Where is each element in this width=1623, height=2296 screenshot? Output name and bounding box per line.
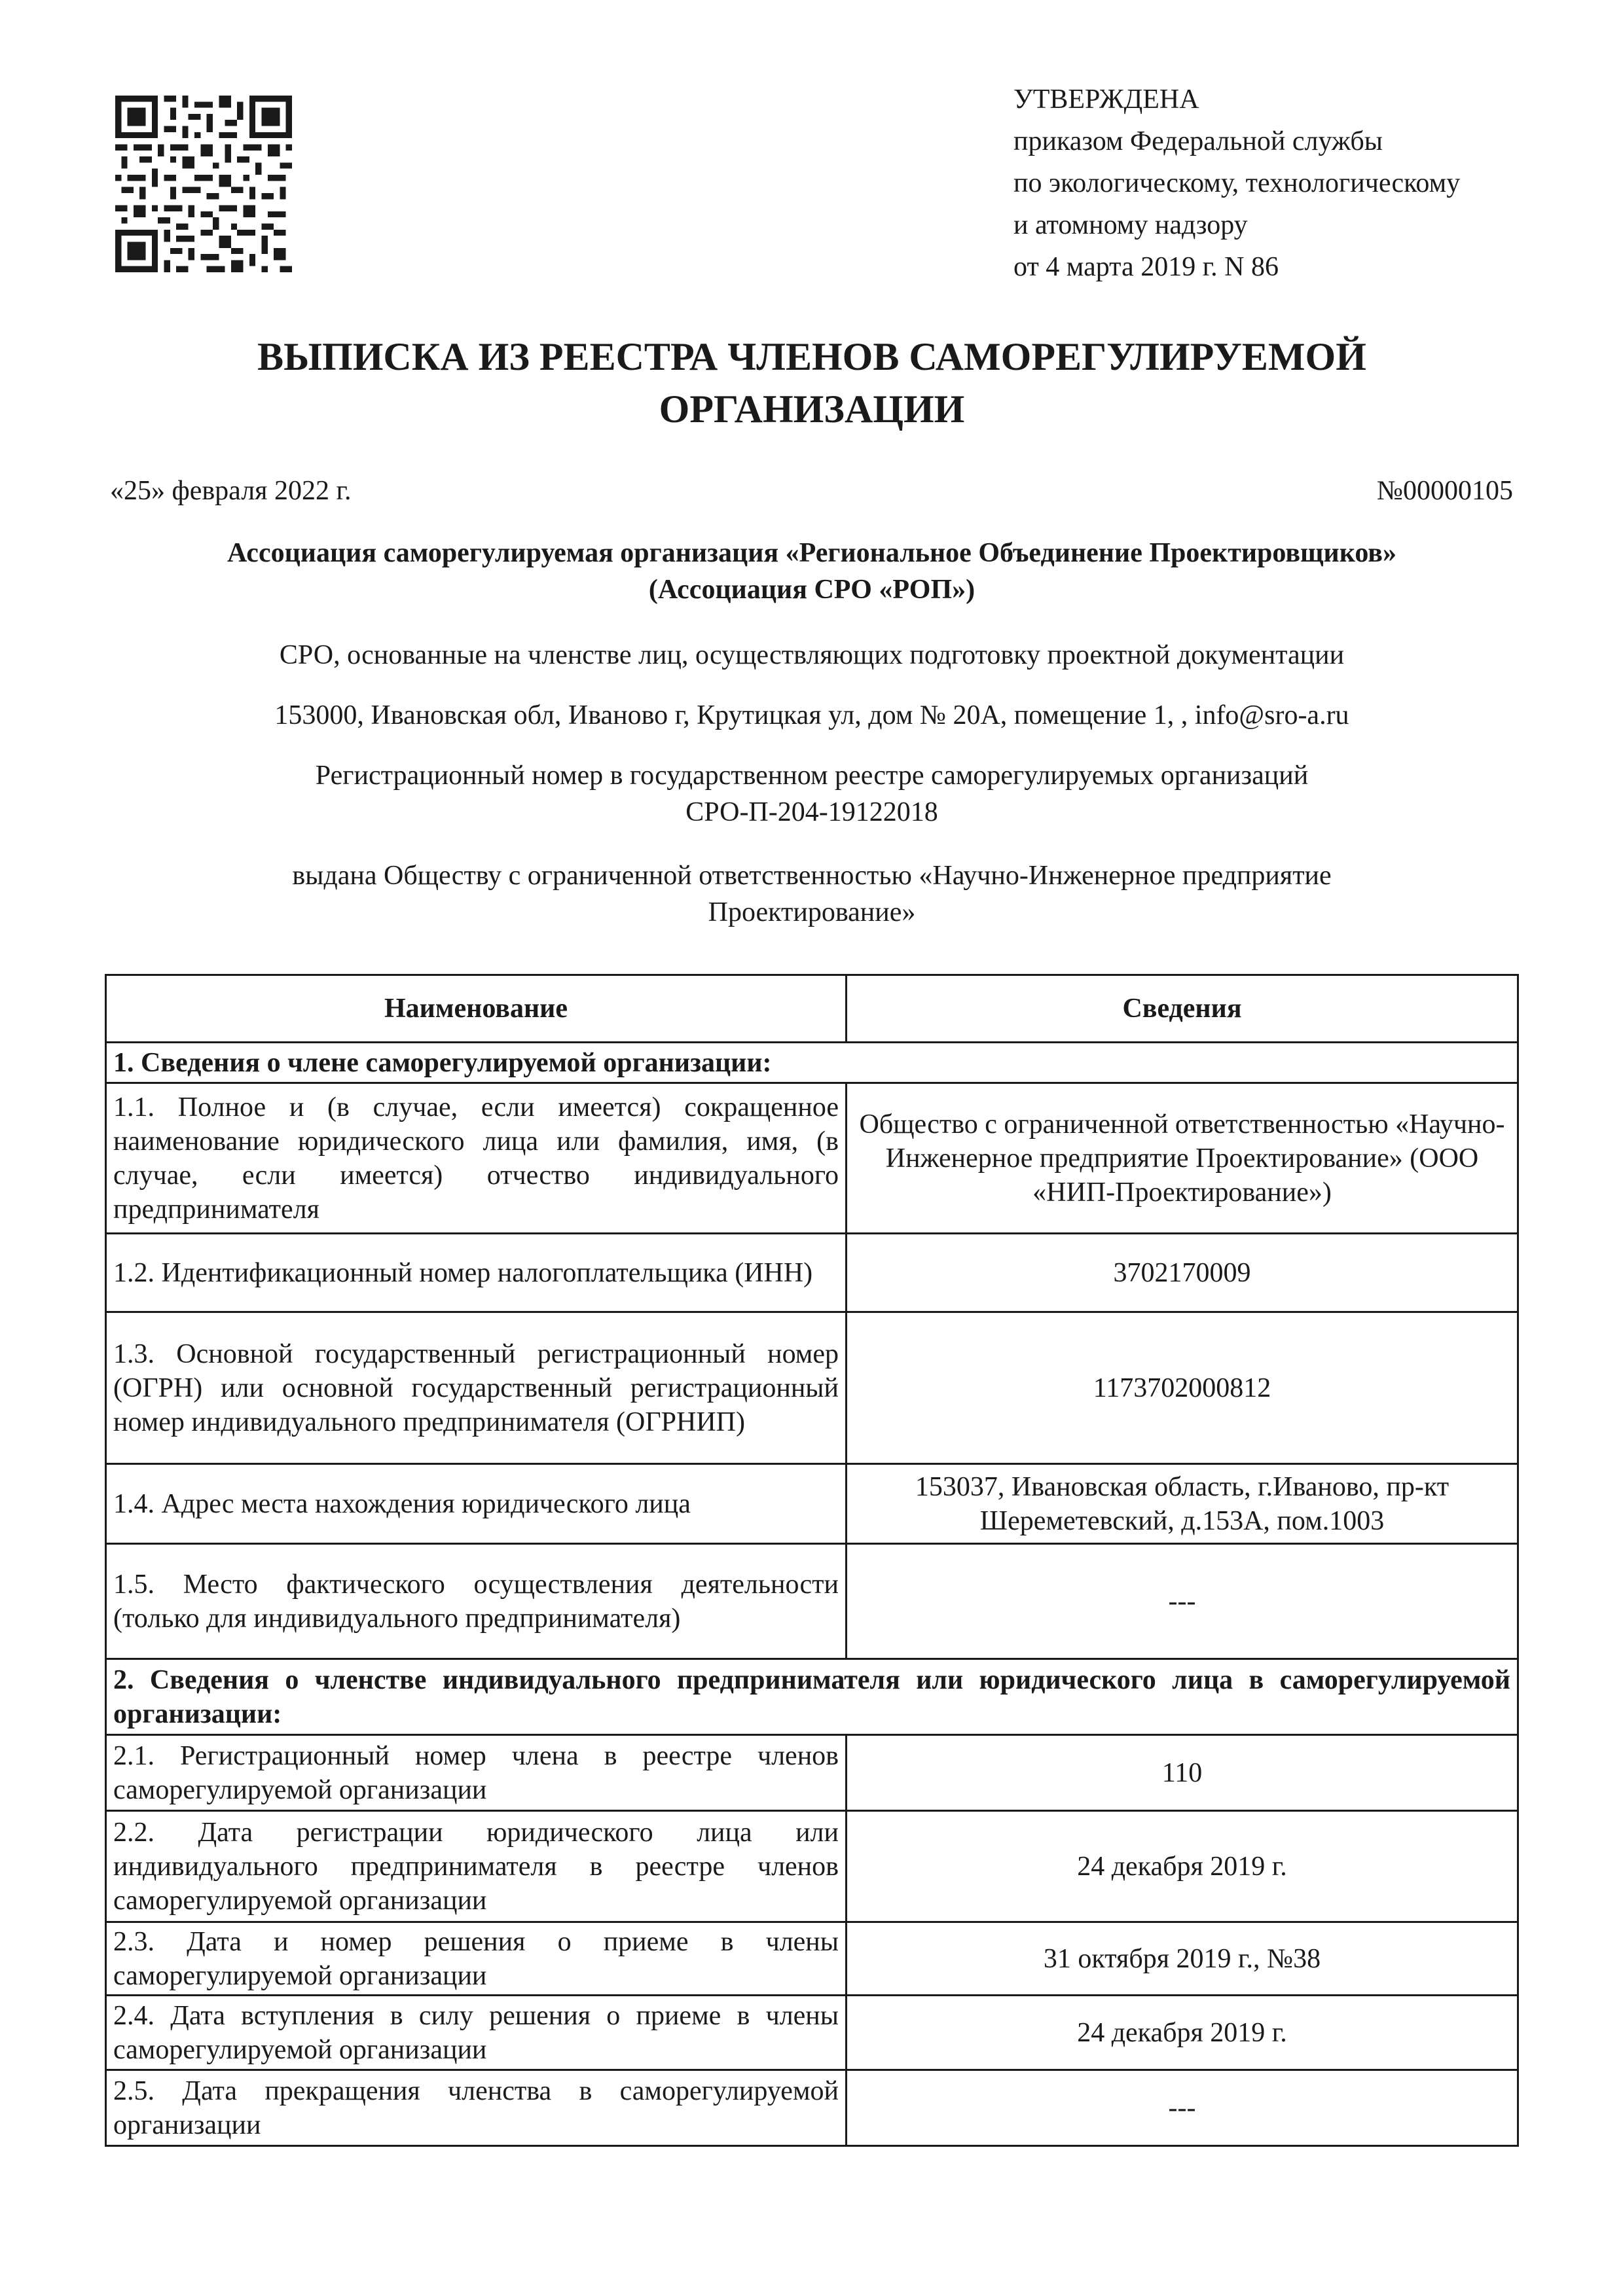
section-2-title: 2. Сведения о членстве индивидуального предпринимателя или юридического лица в саморегулируемой организации: <box>106 1659 1518 1735</box>
row-name: 1.3. Основной государственный регистрационный номер (ОГРН) или основной государственный регистрационный номер индивидуального предпринимателя (ОГРНИП) <box>106 1312 847 1464</box>
table-row <box>106 1922 1518 1996</box>
table-row <box>106 1544 1518 1659</box>
table-row <box>106 1464 1518 1544</box>
approval-line-5: от 4 марта 2019 г. N 86 <box>1013 252 1279 282</box>
row-name: 2.2. Дата регистрации юридического лица или индивидуального предпринимателя в реестре членов саморегулируемой организации <box>106 1811 847 1922</box>
row-value: 153037, Ивановская область, г.Иваново, пр-кт Шереметевский, д.153А, пом.1003 <box>847 1464 1518 1544</box>
document-date: «25» февраля 2022 г. <box>110 476 352 506</box>
row-name: 1.2. Идентификационный номер налогоплательщика (ИНН) <box>106 1234 847 1312</box>
section-1-title: 1. Сведения о члене саморегулируемой организации: <box>106 1043 1518 1083</box>
table-row <box>106 2070 1518 2146</box>
table-row <box>106 1811 1518 1922</box>
approval-line-1: УТВЕРЖДЕНА <box>1013 84 1199 115</box>
row-value: --- <box>847 1544 1518 1659</box>
row-value: 31 октября 2019 г., №38 <box>847 1922 1518 1996</box>
organization-address <box>105 697 1519 734</box>
table-header-row <box>106 975 1518 1043</box>
organization-address-text: 153000, Ивановская обл, Иваново г, Крутицкая ул, дом № 20А, помещение 1, , info@sro-a.ru <box>274 700 1349 730</box>
table-row <box>106 1234 1518 1312</box>
approval-stamp-text <box>1013 79 1460 288</box>
document-title <box>105 331 1519 435</box>
approval-line-3: по экологическому, технологическому <box>1013 168 1461 198</box>
organization-name-line-2: (Ассоциация СРО «РОП») <box>648 575 976 605</box>
register-table <box>105 974 1519 2147</box>
row-name: 2.5. Дата прекращения членства в саморегулируемой организации <box>106 2070 847 2146</box>
sro-type-text: СРО, основанные на членстве лиц, осуществляющих подготовку проектной документации <box>279 640 1345 670</box>
row-name: 2.1. Регистрационный номер члена в реестре членов саморегулируемой организации <box>106 1735 847 1811</box>
row-value: 3702170009 <box>847 1234 1518 1312</box>
row-value: Общество с ограниченной ответственностью «Научно-Инженерное предприятие Проектирование» (ООО «НИП-Проектирование») <box>847 1083 1518 1234</box>
registration-number-block <box>105 757 1519 831</box>
row-name: 1.1. Полное и (в случае, если имеется) сокращенное наименование юридического лица или фамилия, имя, (в случае, если имеется) отчество индивидуального предпринимателя <box>106 1083 847 1234</box>
organization-name-line-1: Ассоциация саморегулируемая организация «Региональное Объединение Проектировщиков» <box>227 538 1396 568</box>
table-row <box>106 1083 1518 1234</box>
row-value: 24 декабря 2019 г. <box>847 1811 1518 1922</box>
table-row <box>106 1735 1518 1811</box>
row-value: 24 декабря 2019 г. <box>847 1996 1518 2070</box>
column-header-name: Наименование <box>106 975 847 1043</box>
row-name: 2.4. Дата вступления в силу решения о приеме в члены саморегулируемой организации <box>106 1996 847 2070</box>
issued-to <box>105 857 1519 931</box>
qr-code <box>115 96 292 272</box>
row-value: 110 <box>847 1735 1518 1811</box>
issued-to-line-1: выдана Обществу с ограниченной ответственностью «Научно-Инженерное предприятие <box>292 861 1332 891</box>
registration-label: Регистрационный номер в государственном реестре саморегулируемых организаций <box>315 761 1309 791</box>
approval-line-2: приказом Федеральной службы <box>1013 126 1383 156</box>
row-value: --- <box>847 2070 1518 2146</box>
row-name: 1.4. Адрес места нахождения юридического лица <box>106 1464 847 1544</box>
issued-to-line-2: Проектирование» <box>708 897 916 927</box>
section-row <box>106 1043 1518 1083</box>
row-name: 2.3. Дата и номер решения о приеме в члены саморегулируемой организации <box>106 1922 847 1996</box>
sro-type <box>105 637 1519 673</box>
document-title-line-2: ОРГАНИЗАЦИИ <box>659 387 965 431</box>
organization-name <box>105 535 1519 608</box>
table-row <box>106 1312 1518 1464</box>
row-name: 1.5. Место фактического осуществления деятельности (только для индивидуального предпринимателя) <box>106 1544 847 1659</box>
section-row <box>106 1659 1518 1735</box>
approval-line-4: и атомному надзору <box>1013 210 1248 240</box>
table-row <box>106 1996 1518 2070</box>
document-title-line-1: ВЫПИСКА ИЗ РЕЕСТРА ЧЛЕНОВ САМОРЕГУЛИРУЕМОЙ <box>257 335 1366 378</box>
column-header-info: Сведения <box>847 975 1518 1043</box>
document-number: №00000105 <box>1376 476 1513 506</box>
qr-code-icon <box>115 96 292 272</box>
row-value: 1173702000812 <box>847 1312 1518 1464</box>
registration-number: СРО-П-204-19122018 <box>685 797 938 827</box>
